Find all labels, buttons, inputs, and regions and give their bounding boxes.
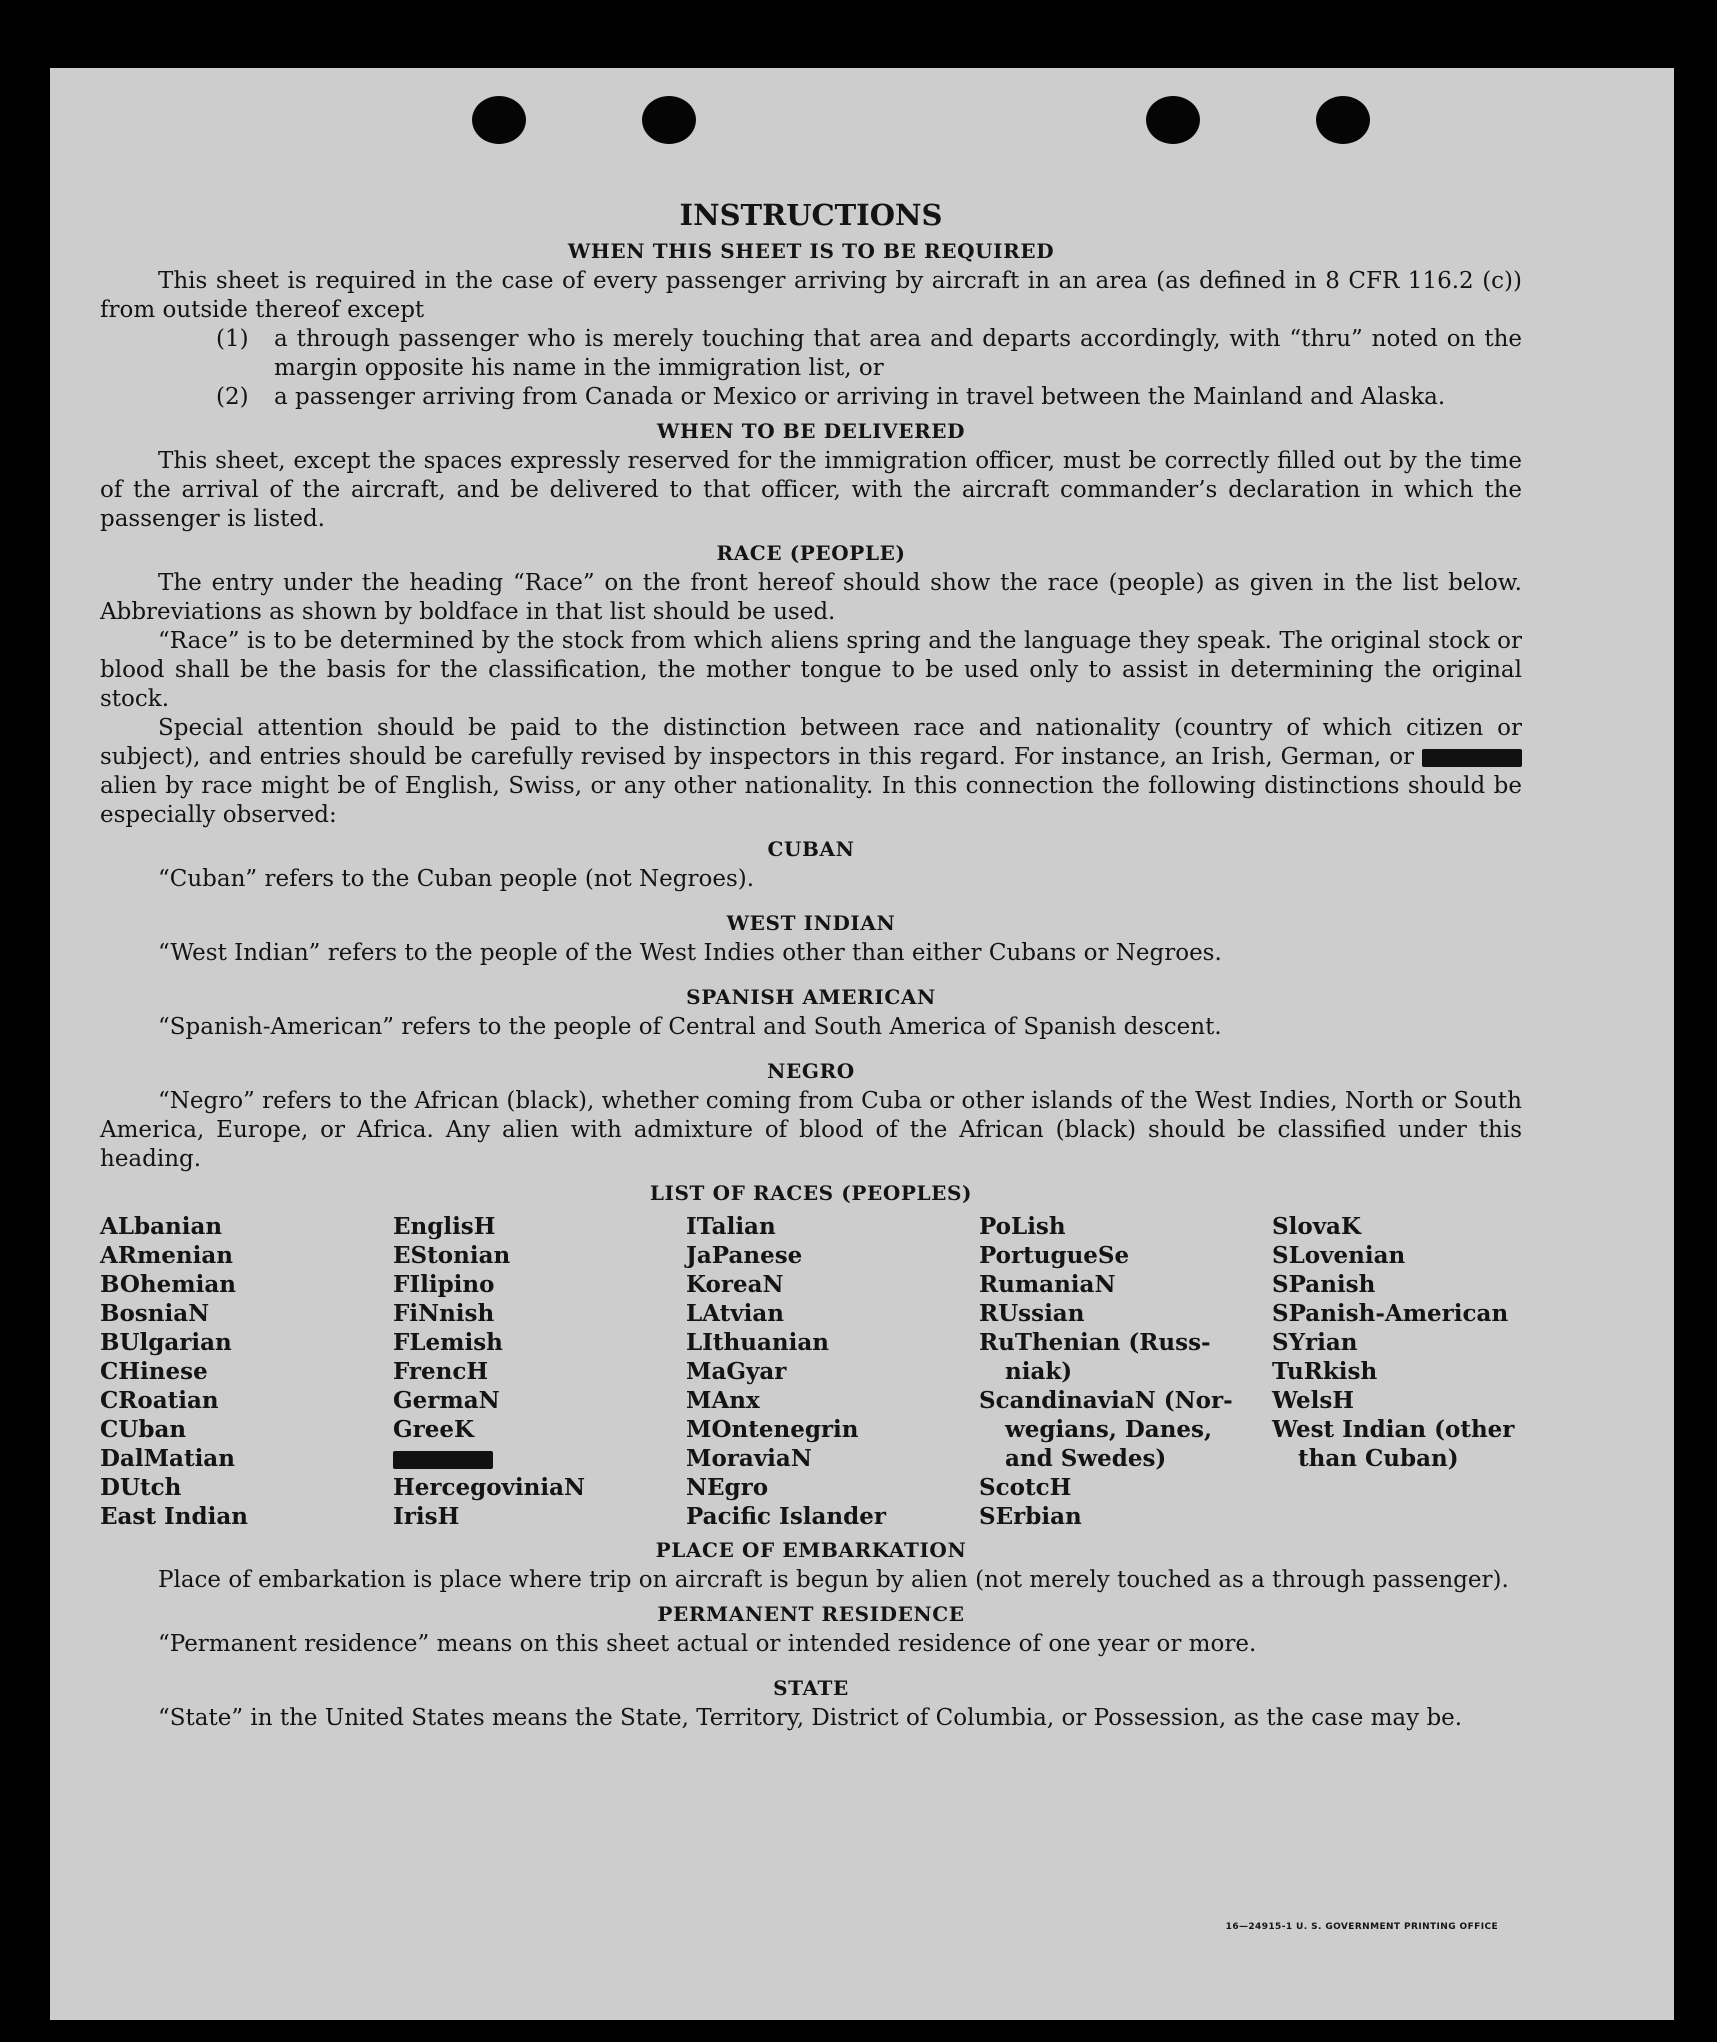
race-entry: LIthuanian [686, 1329, 829, 1356]
race-entry: RuThenian (Russ- [979, 1329, 1211, 1356]
race-entry: SlovaK [1272, 1213, 1361, 1240]
printer-imprint: 16—24915-1 U. S. GOVERNMENT PRINTING OFFICE [1225, 1922, 1498, 1932]
exception-item [216, 383, 1522, 412]
race-entry: HercegoviniaN [393, 1474, 586, 1501]
race-entry: WelsH [1272, 1387, 1355, 1414]
race-entry: ALbanian [100, 1213, 223, 1240]
race-entry: FiNnish [393, 1300, 495, 1327]
race-entry: JaPanese [686, 1242, 803, 1269]
redaction-mark [393, 1451, 493, 1469]
west-indian-text: “West Indian” refers to the people of the West Indies other than either Cubans or Negroes. [158, 940, 1222, 966]
residence-text: “Permanent residence” means on this sheet actual or intended residence of one year or more. [158, 1631, 1257, 1657]
race-entry: SLovenian [1272, 1242, 1406, 1269]
heading-delivered: WHEN TO BE DELIVERED [656, 419, 966, 443]
races-list [100, 1212, 1522, 1531]
races-column-1 [100, 1212, 393, 1531]
race-entry: TuRkish [1272, 1358, 1378, 1385]
heading-spanish-american: SPANISH AMERICAN [686, 985, 936, 1009]
race-entry: ARmenian [100, 1242, 234, 1269]
race-entry: DalMatian [100, 1445, 235, 1472]
race-entry: NEgro [686, 1474, 769, 1501]
race-paragraph-2: “Race” is to be determined by the stock from which aliens spring and the language they speak. The original stock or blood shall be the basis for the classification, the mother tongue to be used only to assist in determining the original stock. [100, 628, 1522, 712]
race-entry: PoLish [979, 1213, 1066, 1240]
instructions-body [100, 198, 1522, 1733]
required-intro: This sheet is required in the case of every passenger arriving by aircraft in an area (as defined in 8 CFR 116.2 (c)) from outside thereof except [100, 268, 1522, 323]
heading-state: STATE [773, 1676, 849, 1700]
race-entry-continued: and Swedes) [1005, 1445, 1167, 1472]
race-entry: ITalian [686, 1213, 776, 1240]
exception-number: (2) [216, 384, 249, 410]
state-text: “State” in the United States means the State, Territory, District of Columbia, or Possession, as the case may be. [158, 1705, 1463, 1731]
punch-hole [1146, 96, 1200, 144]
punch-hole [642, 96, 696, 144]
punch-hole [472, 96, 526, 144]
cuban-text: “Cuban” refers to the Cuban people (not Negroes). [158, 866, 755, 892]
race-entry: EStonian [393, 1242, 511, 1269]
race-paragraph-3 [100, 714, 1522, 830]
race-entry-continued: niak) [1005, 1358, 1073, 1385]
punch-hole [1316, 96, 1370, 144]
races-column-5 [1272, 1212, 1522, 1531]
race-entry: SErbian [979, 1503, 1082, 1530]
race-entry: ScandinaviaN (Nor- [979, 1387, 1233, 1414]
race-entry: BosniaN [100, 1300, 210, 1327]
race-entry: MoraviaN [686, 1445, 812, 1472]
races-column-2 [393, 1212, 686, 1531]
race-entry: MOntenegrin [686, 1416, 859, 1443]
race-entry: KoreaN [686, 1271, 784, 1298]
race-entry: CHinese [100, 1358, 208, 1385]
race-entry: SYrian [1272, 1329, 1358, 1356]
embarkation-text: Place of embarkation is place where trip on aircraft is begun by alien (not merely touched as a through passenger). [158, 1567, 1509, 1593]
race-entry: CUban [100, 1416, 187, 1443]
race-entry: FLemish [393, 1329, 503, 1356]
race-entry: Pacific Islander [686, 1503, 886, 1530]
race-entry: SPanish [1272, 1271, 1376, 1298]
heading-list-of-races: LIST OF RACES (PEOPLES) [649, 1181, 973, 1205]
race-entry: FIlipino [393, 1271, 495, 1298]
race-entry: RumaniaN [979, 1271, 1116, 1298]
race-paragraph-3-end: alien by race might be of English, Swiss, or any other nationality. In this connection the following distinctions should be especially observed: [100, 773, 1522, 828]
heading-required: WHEN THIS SHEET IS TO BE REQUIRED [567, 239, 1055, 263]
races-column-4 [979, 1212, 1272, 1531]
race-entry: CRoatian [100, 1387, 219, 1414]
negro-text: “Negro” refers to the African (black), whether coming from Cuba or other islands of the West Indies, North or South America, Europe, or Africa. Any alien with admixture of blood of the African (black) should be classified under this heading. [100, 1088, 1522, 1172]
page-title: INSTRUCTIONS [679, 198, 943, 232]
spanish-american-text: “Spanish-American” refers to the people of Central and South America of Spanish descent. [158, 1014, 1222, 1040]
race-entry: FrencH [393, 1358, 489, 1385]
race-entry: ScotcH [979, 1474, 1072, 1501]
race-entry: EnglisH [393, 1213, 496, 1240]
race-entry: LAtvian [686, 1300, 784, 1327]
race-entry: IrisH [393, 1503, 460, 1530]
heading-race: RACE (PEOPLE) [716, 541, 906, 565]
race-entry: MaGyar [686, 1358, 787, 1385]
race-paragraph-1: The entry under the heading “Race” on the front hereof should show the race (people) as given in the list below. Abbreviations as shown by boldface in that list should be used. [100, 570, 1522, 625]
race-entry-continued: wegians, Danes, [1005, 1416, 1212, 1443]
race-entry: PortugueSe [979, 1242, 1130, 1269]
exception-number: (1) [216, 326, 249, 352]
race-entry: West Indian (other [1272, 1416, 1515, 1443]
races-column-3 [686, 1212, 979, 1531]
redaction-mark [1422, 749, 1522, 767]
exception-list [100, 325, 1522, 412]
heading-west-indian: WEST INDIAN [726, 911, 896, 935]
heading-permanent-residence: PERMANENT RESIDENCE [657, 1602, 965, 1626]
race-entry-redacted [393, 1444, 686, 1473]
race-entry: East Indian [100, 1503, 248, 1530]
race-entry: SPanish-American [1272, 1300, 1509, 1327]
race-entry-continued: than Cuban) [1298, 1445, 1459, 1472]
race-paragraph-3-start: Special attention should be paid to the distinction between race and nationality (country of which citizen or subject), and entries should be carefully revised by inspectors in this regard. For instance, an Irish, German, or [100, 715, 1522, 770]
race-entry: BUlgarian [100, 1329, 232, 1356]
race-entry: MAnx [686, 1387, 760, 1414]
race-entry: DUtch [100, 1474, 182, 1501]
exception-text: a passenger arriving from Canada or Mexico or arriving in travel between the Mainland and Alaska. [274, 384, 1446, 410]
heading-cuban: CUBAN [767, 837, 855, 861]
heading-embarkation: PLACE OF EMBARKATION [655, 1538, 967, 1562]
race-entry: BOhemian [100, 1271, 236, 1298]
exception-text: a through passenger who is merely touching that area and departs accordingly, with “thru” noted on the margin opposite his name in the immigration list, or [274, 326, 1522, 381]
document-sheet [50, 68, 1674, 2020]
exception-item [216, 325, 1522, 383]
race-entry: RUssian [979, 1300, 1085, 1327]
heading-negro: NEGRO [767, 1059, 855, 1083]
delivered-text: This sheet, except the spaces expressly reserved for the immigration officer, must be correctly filled out by the time of the arrival of the aircraft, and be delivered to that officer, with the aircraft commander’s declaration in which the passenger is listed. [100, 448, 1522, 532]
race-entry: GreeK [393, 1416, 475, 1443]
race-entry: GermaN [393, 1387, 500, 1414]
